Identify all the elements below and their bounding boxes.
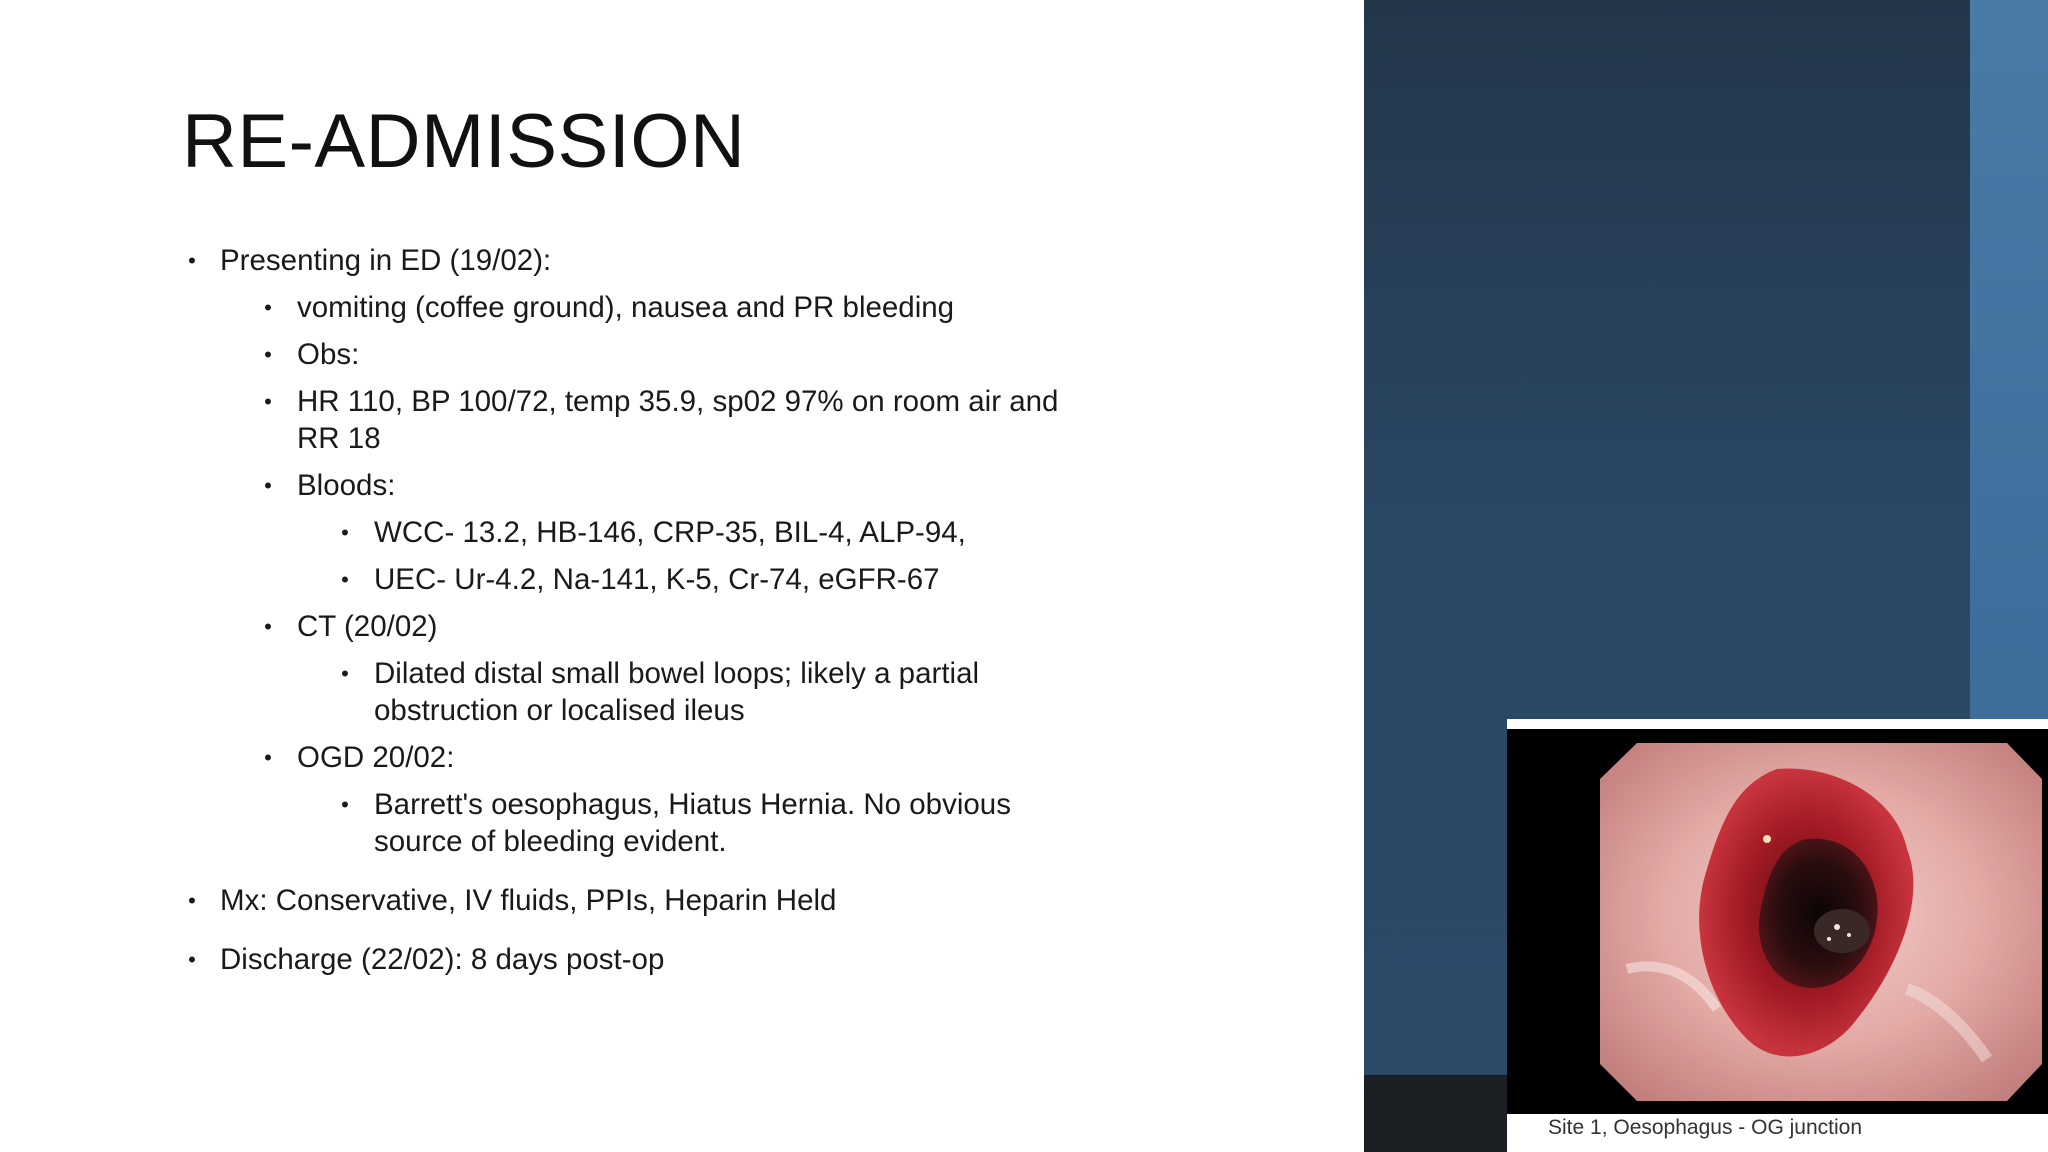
bullet-icon: • bbox=[188, 888, 196, 913]
endoscopy-photo-icon bbox=[1507, 729, 2048, 1114]
bullet-icon: • bbox=[264, 473, 272, 498]
discharge-text: Discharge (22/02): 8 days post-op bbox=[220, 943, 665, 976]
decorative-panel-bottom bbox=[1364, 1075, 1508, 1152]
list-item bbox=[258, 467, 1062, 598]
bloods-label: Bloods: bbox=[297, 469, 396, 502]
sub-sub-bullet-list bbox=[297, 514, 1062, 598]
vomiting-text: vomiting (coffee ground), nausea and PR bleeding bbox=[297, 291, 955, 324]
list-item bbox=[258, 608, 1062, 729]
bullet-icon: • bbox=[264, 614, 272, 639]
sub-sub-bullet-list bbox=[297, 655, 1062, 729]
list-item bbox=[335, 514, 1062, 551]
bloods-fbc: WCC- 13.2, HB-146, CRP-35, BIL-4, ALP-94, bbox=[374, 516, 966, 549]
obs-label: Obs: bbox=[297, 338, 360, 371]
bullet-icon: • bbox=[264, 389, 272, 414]
ogd-finding: Barrett's oesophagus, Hiatus Hernia. No obvious source of bleeding evident. bbox=[374, 788, 1011, 858]
photo-caption: Site 1, Oesophagus - OG junction bbox=[1507, 1114, 2048, 1152]
list-item bbox=[335, 561, 1062, 598]
bullet-icon: • bbox=[264, 342, 272, 367]
list-item bbox=[258, 383, 1062, 457]
bullet-icon: • bbox=[341, 520, 349, 545]
bullet-icon: • bbox=[264, 745, 272, 770]
bullet-icon: • bbox=[341, 567, 349, 592]
list-item bbox=[258, 336, 1062, 373]
list-item bbox=[258, 739, 1062, 860]
bullet-list bbox=[182, 242, 1062, 978]
bullet-icon: • bbox=[188, 947, 196, 972]
list-item bbox=[182, 882, 1062, 919]
list-item bbox=[182, 941, 1062, 978]
sub-bullet-list bbox=[220, 289, 1062, 860]
bullet-icon: • bbox=[341, 792, 349, 817]
ct-finding: Dilated distal small bowel loops; likely a partial obstruction or localised ileus bbox=[374, 657, 980, 727]
management-text: Mx: Conservative, IV fluids, PPIs, Heparin Held bbox=[220, 884, 837, 917]
bullet-icon: • bbox=[188, 248, 196, 273]
list-item bbox=[335, 655, 1062, 729]
slide-title: RE-ADMISSION bbox=[182, 99, 746, 184]
list-item bbox=[258, 289, 1062, 326]
ct-label: CT (20/02) bbox=[297, 610, 438, 643]
ogd-label: OGD 20/02: bbox=[297, 741, 455, 774]
sub-sub-bullet-list bbox=[297, 786, 1062, 860]
list-item bbox=[182, 242, 1062, 860]
bullet-icon: • bbox=[341, 661, 349, 686]
list-item bbox=[335, 786, 1062, 860]
bullet-icon: • bbox=[264, 295, 272, 320]
presenting-text: Presenting in ED (19/02): bbox=[220, 244, 552, 277]
obs-values: HR 110, BP 100/72, temp 35.9, sp02 97% on room air and RR 18 bbox=[297, 385, 1059, 455]
slide-content bbox=[182, 242, 1062, 988]
endoscopy-photo bbox=[1507, 729, 2048, 1114]
bloods-uec: UEC- Ur-4.2, Na-141, K-5, Cr-74, eGFR-67 bbox=[374, 563, 940, 596]
